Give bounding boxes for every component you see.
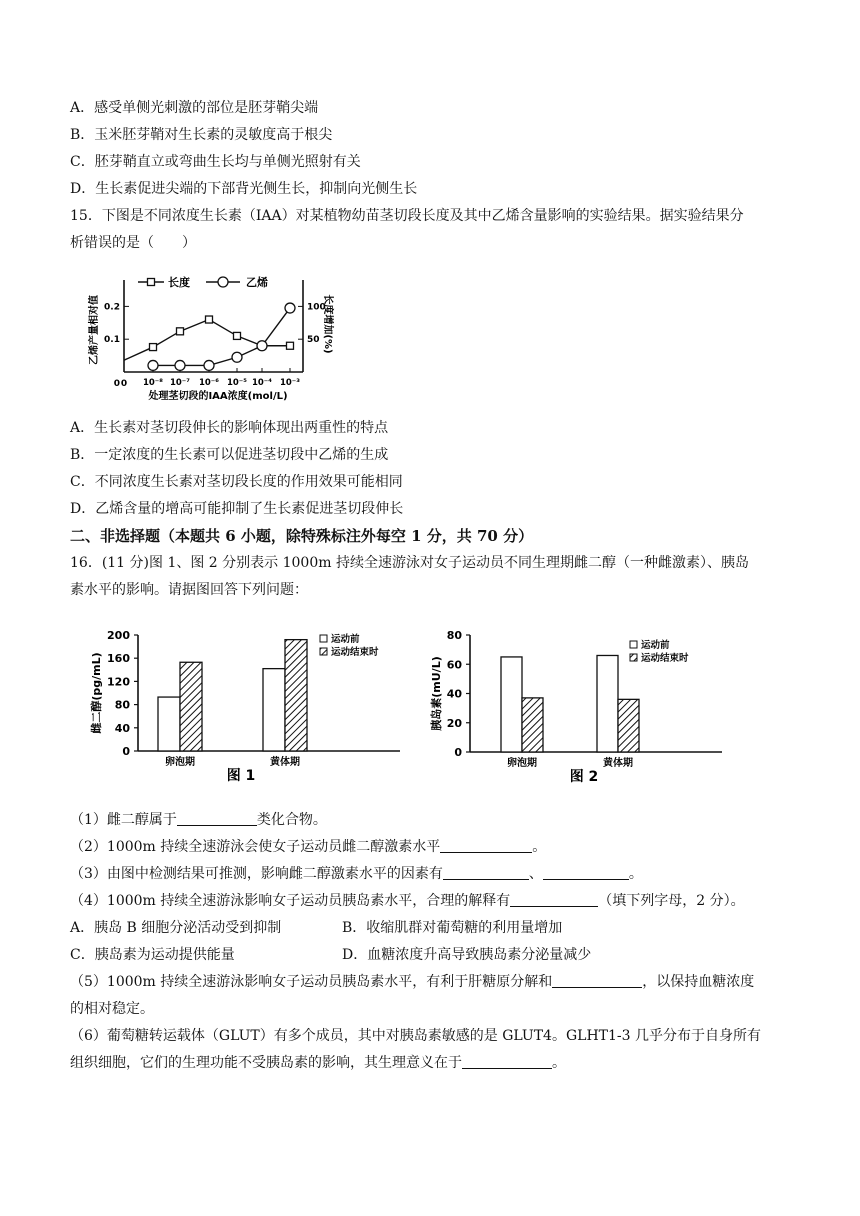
legend-swatch bbox=[630, 654, 637, 661]
legend-ethylene-label: 乙烯 bbox=[246, 276, 268, 289]
bar-before bbox=[158, 697, 180, 751]
q16-stem-line1: 16．(11 分)图 1、图 2 分别表示 1000m 持续全速游泳对女子运动员不同生理期雌二醇（一种雌激素）、胰岛 bbox=[70, 555, 749, 571]
bar-before bbox=[263, 669, 285, 751]
q15-stem-line2: 析错误的是（ ） bbox=[70, 235, 196, 251]
q16-sub2-answer-blank[interactable] bbox=[440, 838, 532, 853]
right-tick-label: 100 bbox=[307, 302, 326, 313]
q15-option-a: A．生长素对茎切段伸长的影响体现出两重性的特点 bbox=[70, 420, 389, 436]
length-point bbox=[150, 344, 157, 351]
q16-sub6-answer-blank[interactable] bbox=[462, 1054, 552, 1069]
bar-after bbox=[180, 662, 202, 751]
ethylene-point bbox=[285, 303, 295, 313]
ethylene-point bbox=[232, 352, 242, 362]
q16-sub5-text-a: （5）1000m 持续全速游泳影响女子运动员胰岛素水平，有利于肝糖原分解和 bbox=[70, 974, 553, 990]
y-tick-label: 20 bbox=[446, 716, 462, 730]
y-axis-label: 胰岛素(mU/L) bbox=[430, 656, 443, 731]
q16-sub4 bbox=[70, 891, 800, 911]
q16-sub1-text-a: （1）雌二醇属于 bbox=[70, 812, 177, 828]
q16-sub4-text-b: （填下列字母，2 分）。 bbox=[598, 893, 745, 909]
q16-sub6-text-b: 。 bbox=[552, 1055, 566, 1071]
length-point bbox=[177, 328, 184, 335]
q15-option-d: D．乙烯含量的增高可能抑制了生长素促进茎切段伸长 bbox=[70, 501, 404, 517]
chart-static-layer bbox=[87, 275, 335, 402]
q16-sub4-option-b: B．收缩肌群对葡萄糖的利用量增加 bbox=[342, 920, 563, 936]
y-tick-label: 120 bbox=[107, 675, 130, 689]
x-category-label: 卵泡期 bbox=[165, 757, 195, 768]
q16-sub5-answer-blank[interactable] bbox=[552, 973, 642, 988]
q14-option-b: B．玉米胚芽鞘对生长素的灵敏度高于根尖 bbox=[70, 127, 333, 143]
figure1-static-layer bbox=[89, 629, 400, 784]
legend-ethylene-marker bbox=[218, 277, 228, 287]
figure-title: 图 2 bbox=[569, 769, 599, 785]
q16-sub1-answer-blank[interactable] bbox=[177, 811, 257, 826]
q16-sub5-text-b: ，以保持血糖浓度 bbox=[642, 974, 755, 990]
left-tick-label: 0.1 bbox=[104, 335, 120, 346]
right-tick-label: 50 bbox=[307, 335, 320, 346]
q16-sub4-answer-blank[interactable] bbox=[510, 892, 598, 907]
bar-after bbox=[618, 699, 639, 752]
q16-stem-line2: 素水平的影响。请据图回答下列问题： bbox=[70, 582, 308, 598]
y-tick-label: 0 bbox=[122, 745, 130, 758]
figure1-marks-layer bbox=[158, 640, 307, 768]
q16-sub5 bbox=[70, 972, 800, 992]
bar-before bbox=[501, 657, 522, 752]
y-tick-label: 80 bbox=[446, 629, 462, 642]
q16-sub1 bbox=[70, 810, 800, 830]
figure2-insulin-chart bbox=[420, 626, 740, 791]
q16-sub4-option-a: A．胰岛 B 细胞分泌活动受到抑制 bbox=[70, 920, 282, 936]
legend-label: 运动结束时 bbox=[641, 653, 689, 664]
bar-after bbox=[285, 640, 307, 751]
legend-length-marker bbox=[148, 279, 155, 286]
y-tick-label: 60 bbox=[446, 658, 462, 672]
y-tick-label: 160 bbox=[107, 652, 130, 666]
x-axis-label: 处理茎切段的IAA浓度(mol/L) bbox=[148, 391, 288, 402]
q16-sub3-text-a: （3）由图中检测结果可推测，影响雌二醇激素水平的因素有 bbox=[70, 866, 443, 882]
legend-label: 运动前 bbox=[641, 640, 670, 651]
y-tick-label: 40 bbox=[446, 687, 462, 701]
q15-option-c: C．不同浓度生长素对茎切段长度的作用效果可能相同 bbox=[70, 474, 403, 490]
x-tick-label: 10⁻⁶ bbox=[198, 378, 220, 388]
q16-sub3-text-b: 、 bbox=[528, 866, 543, 882]
q15-stem-line1: 15．下图是不同浓度生长素（IAA）对某植物幼苗茎切段长度及其中乙烯含量影响的实验结果。据实验结果分 bbox=[70, 208, 744, 224]
q16-sub4-option-c: C．胰岛素为运动提供能量 bbox=[70, 947, 235, 963]
length-point bbox=[206, 316, 213, 323]
legend-label: 运动结束时 bbox=[331, 647, 379, 658]
y-axis-label: 雌二醇(pg/mL) bbox=[90, 652, 103, 734]
legend-length-label: 长度 bbox=[168, 276, 190, 289]
ethylene-point bbox=[148, 360, 158, 370]
q16-sub3-answer-blank-2[interactable] bbox=[543, 865, 629, 880]
length-point bbox=[234, 332, 241, 339]
q16-sub6-line2 bbox=[70, 1053, 800, 1073]
x-category-label: 黄体期 bbox=[603, 758, 633, 769]
ethylene-point bbox=[175, 360, 185, 370]
q16-sub3-answer-blank-1[interactable] bbox=[443, 865, 529, 880]
figure1-estradiol-chart bbox=[80, 626, 420, 791]
q16-sub3 bbox=[70, 864, 800, 884]
x-category-label: 卵泡期 bbox=[507, 758, 537, 769]
q16-sub6-text-a: 组织细胞，它们的生理功能不受胰岛素的影响，其生理意义在于 bbox=[70, 1055, 462, 1071]
q16-sub6-line1: （6）葡萄糖转运载体（GLUT）有多个成员，其中对胰岛素敏感的是 GLUT4。GLHT1-3 几乎分布于自身所有 bbox=[70, 1028, 761, 1044]
q16-sub2-text-a: （2）1000m 持续全速游泳会使女子运动员雌二醇激素水平 bbox=[70, 839, 441, 855]
length-point bbox=[287, 342, 294, 349]
q14-option-a: A．感受单侧光刺激的部位是胚芽鞘尖端 bbox=[70, 100, 319, 116]
y-tick-label: 40 bbox=[114, 721, 130, 735]
x-tick-label-zero: 0 bbox=[120, 379, 128, 389]
legend-swatch bbox=[630, 641, 637, 648]
y-axis-left-label: 乙烯产量相对值 bbox=[89, 295, 100, 365]
left-tick-label: 0.2 bbox=[104, 302, 120, 313]
legend-label: 运动前 bbox=[331, 634, 360, 645]
q15-option-b: B．一定浓度的生长素可以促进茎切段中乙烯的生成 bbox=[70, 447, 389, 463]
section2-title: 二、非选择题（本题共 6 小题，除特殊标注外每空 1 分，共 70 分） bbox=[70, 527, 534, 545]
x-category-label: 黄体期 bbox=[270, 757, 300, 768]
legend-swatch bbox=[320, 648, 327, 655]
q14-option-c: C．胚芽鞘直立或弯曲生长均与单侧光照射有关 bbox=[70, 154, 361, 170]
x-tick-label: 10⁻⁸ bbox=[142, 378, 164, 388]
bar-after bbox=[522, 698, 543, 752]
q16-sub4-option-d: D．血糖浓度升高导致胰岛素分泌量减少 bbox=[342, 947, 592, 963]
figure2-static-layer bbox=[429, 629, 722, 785]
ethylene-point bbox=[257, 341, 267, 351]
y-tick-label: 80 bbox=[114, 698, 130, 712]
q16-sub3-text-c: 。 bbox=[628, 866, 643, 882]
y-tick-label: 0 bbox=[454, 746, 462, 759]
q16-sub5-cont: 的相对稳定。 bbox=[70, 1001, 154, 1017]
x-tick-label: 10⁻⁵ bbox=[226, 378, 248, 388]
ethylene-series-line bbox=[153, 308, 290, 365]
length-series-line bbox=[124, 320, 290, 361]
q14-option-d: D．生长素促进尖端的下部背光侧生长，抑制向光侧生长 bbox=[70, 181, 418, 197]
x-tick-label: 10⁻³ bbox=[279, 378, 301, 388]
x-tick-label: 10⁻⁴ bbox=[251, 378, 273, 388]
q16-sub2 bbox=[70, 837, 800, 857]
legend-swatch bbox=[320, 635, 327, 642]
q16-sub1-text-b: 类化合物。 bbox=[256, 812, 327, 828]
ethylene-point bbox=[204, 360, 214, 370]
chart-marks-layer bbox=[124, 303, 295, 370]
left-tick-label: 0 bbox=[113, 379, 120, 389]
q16-sub4-options-row2 bbox=[70, 945, 800, 965]
q16-sub4-text-a: （4）1000m 持续全速游泳影响女子运动员胰岛素水平，合理的解释有 bbox=[70, 893, 511, 909]
q16-sub2-text-b: 。 bbox=[532, 839, 547, 855]
ethylene-length-chart bbox=[80, 262, 340, 412]
x-tick-label: 10⁻⁷ bbox=[169, 378, 191, 388]
q16-sub4-options-row1 bbox=[70, 918, 800, 938]
figure-title: 图 1 bbox=[226, 768, 256, 784]
y-tick-label: 200 bbox=[107, 629, 130, 642]
bar-before bbox=[597, 655, 618, 752]
y-axis-right-label: 长度增加(%) bbox=[322, 294, 333, 354]
